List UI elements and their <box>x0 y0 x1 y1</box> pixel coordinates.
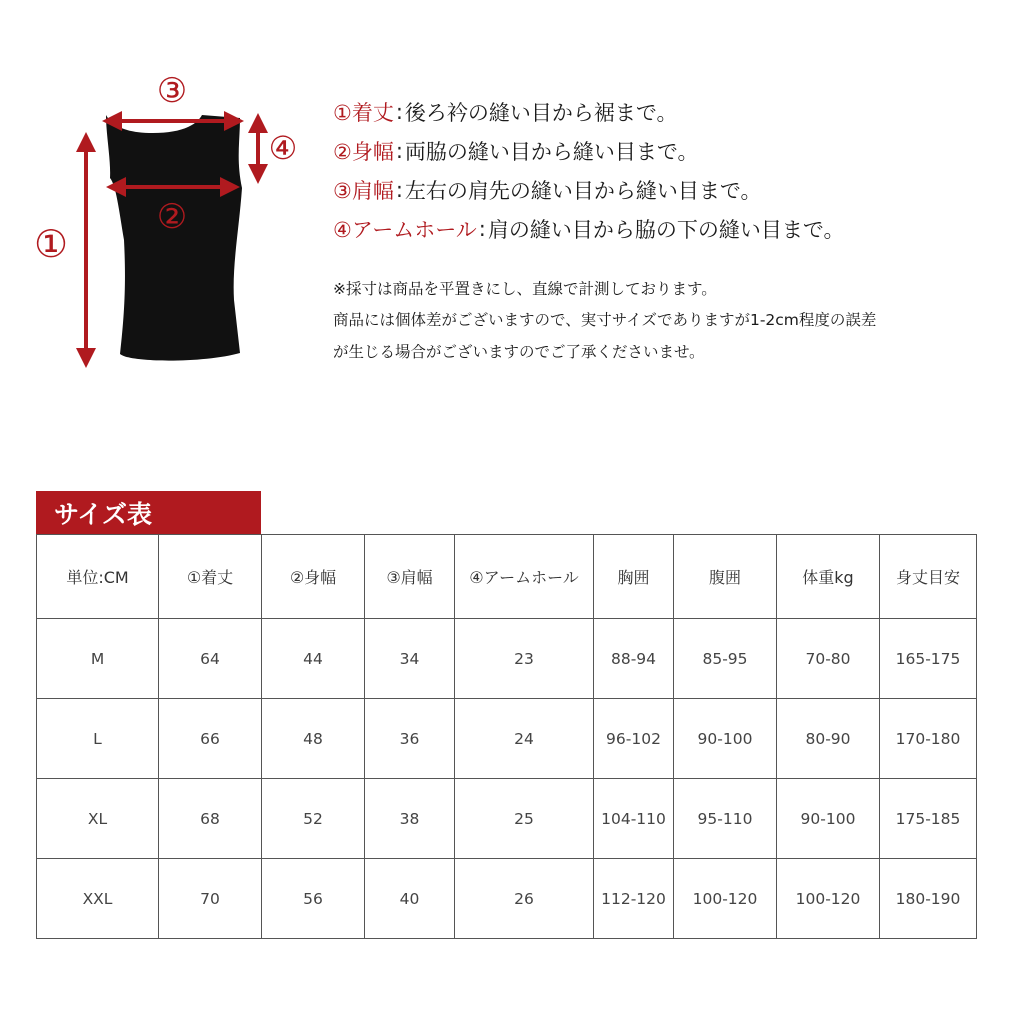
table-row <box>37 779 977 859</box>
table-cell: 90-100 <box>777 779 880 859</box>
definition-term: ①着丈 <box>333 100 394 125</box>
header-cell: ③肩幅 <box>365 535 455 619</box>
size-table <box>36 534 977 939</box>
header-cell: 体重kg <box>777 535 880 619</box>
definition-description: 肩の縫い目から脇の下の縫い目まで。 <box>487 217 845 242</box>
table-cell: 25 <box>455 779 594 859</box>
header-cell: ④アームホール <box>455 535 594 619</box>
header-cell: 腹囲 <box>674 535 777 619</box>
measurement-definitions <box>333 92 1013 248</box>
definition-description: 両脇の縫い目から縫い目まで。 <box>404 139 699 164</box>
definition-term: ②身幅 <box>333 139 394 164</box>
table-cell: 66 <box>159 699 262 779</box>
definition-length <box>333 92 1013 131</box>
table-cell: 112-120 <box>594 859 674 939</box>
table-cell: 52 <box>262 779 365 859</box>
width-label: ② <box>156 197 188 237</box>
table-cell: 170-180 <box>880 699 977 779</box>
table-cell: 24 <box>455 699 594 779</box>
table-cell: XXL <box>37 859 159 939</box>
size-table-title: サイズ表 <box>36 491 261 534</box>
table-cell: 180-190 <box>880 859 977 939</box>
tank-top-silhouette <box>106 115 242 361</box>
table-cell: 175-185 <box>880 779 977 859</box>
table-cell: 85-95 <box>674 619 777 699</box>
definition-description: 左右の肩先の縫い目から縫い目まで。 <box>404 178 762 203</box>
note-line: が生じる場合がございますのでご了承くださいませ。 <box>333 342 705 361</box>
table-cell: 26 <box>455 859 594 939</box>
table-cell: 36 <box>365 699 455 779</box>
table-cell: 80-90 <box>777 699 880 779</box>
table-cell: 23 <box>455 619 594 699</box>
table-cell: 96-102 <box>594 699 674 779</box>
table-cell: 64 <box>159 619 262 699</box>
header-cell: ②身幅 <box>262 535 365 619</box>
table-cell: 100-120 <box>777 859 880 939</box>
header-cell: 単位:CM <box>37 535 159 619</box>
definition-armhole <box>333 209 1013 248</box>
table-cell: 68 <box>159 779 262 859</box>
table-cell: 90-100 <box>674 699 777 779</box>
shoulder-label: ③ <box>156 71 188 111</box>
definition-term: ④アームホール <box>333 217 477 242</box>
table-cell: 48 <box>262 699 365 779</box>
table-cell: 56 <box>262 859 365 939</box>
definition-separator: : <box>395 177 403 202</box>
header-cell: 胸囲 <box>594 535 674 619</box>
definition-width <box>333 131 1013 170</box>
definition-separator: : <box>395 138 403 163</box>
definition-description: 後ろ衿の縫い目から裾まで。 <box>404 100 678 125</box>
table-cell: XL <box>37 779 159 859</box>
definition-term: ③肩幅 <box>333 178 394 203</box>
definition-separator: : <box>395 99 403 124</box>
note-line: ※採寸は商品を平置きにし、直線で計測しております。 <box>333 279 717 298</box>
definition-shoulder <box>333 170 1013 209</box>
table-cell: 95-110 <box>674 779 777 859</box>
table-cell: 44 <box>262 619 365 699</box>
table-cell: 100-120 <box>674 859 777 939</box>
table-cell: 70-80 <box>777 619 880 699</box>
measurement-notes <box>333 272 1013 367</box>
table-cell: 165-175 <box>880 619 977 699</box>
header-cell: 身丈目安 <box>880 535 977 619</box>
table-row <box>37 619 977 699</box>
armhole-label: ④ <box>268 129 298 167</box>
length-label: ① <box>33 222 69 266</box>
note-line: 商品には個体差がございますので、実寸サイズでありますが1-2cm程度の誤差 <box>333 311 877 330</box>
table-cell: 38 <box>365 779 455 859</box>
table-cell: 104-110 <box>594 779 674 859</box>
table-row <box>37 699 977 779</box>
table-cell: 70 <box>159 859 262 939</box>
table-row <box>37 859 977 939</box>
table-cell: 34 <box>365 619 455 699</box>
table-cell: 88-94 <box>594 619 674 699</box>
garment-diagram <box>20 60 320 390</box>
definition-separator: : <box>478 216 486 241</box>
header-cell: ①着丈 <box>159 535 262 619</box>
table-cell: 40 <box>365 859 455 939</box>
table-header-row <box>37 535 977 619</box>
table-cell: M <box>37 619 159 699</box>
table-cell: L <box>37 699 159 779</box>
